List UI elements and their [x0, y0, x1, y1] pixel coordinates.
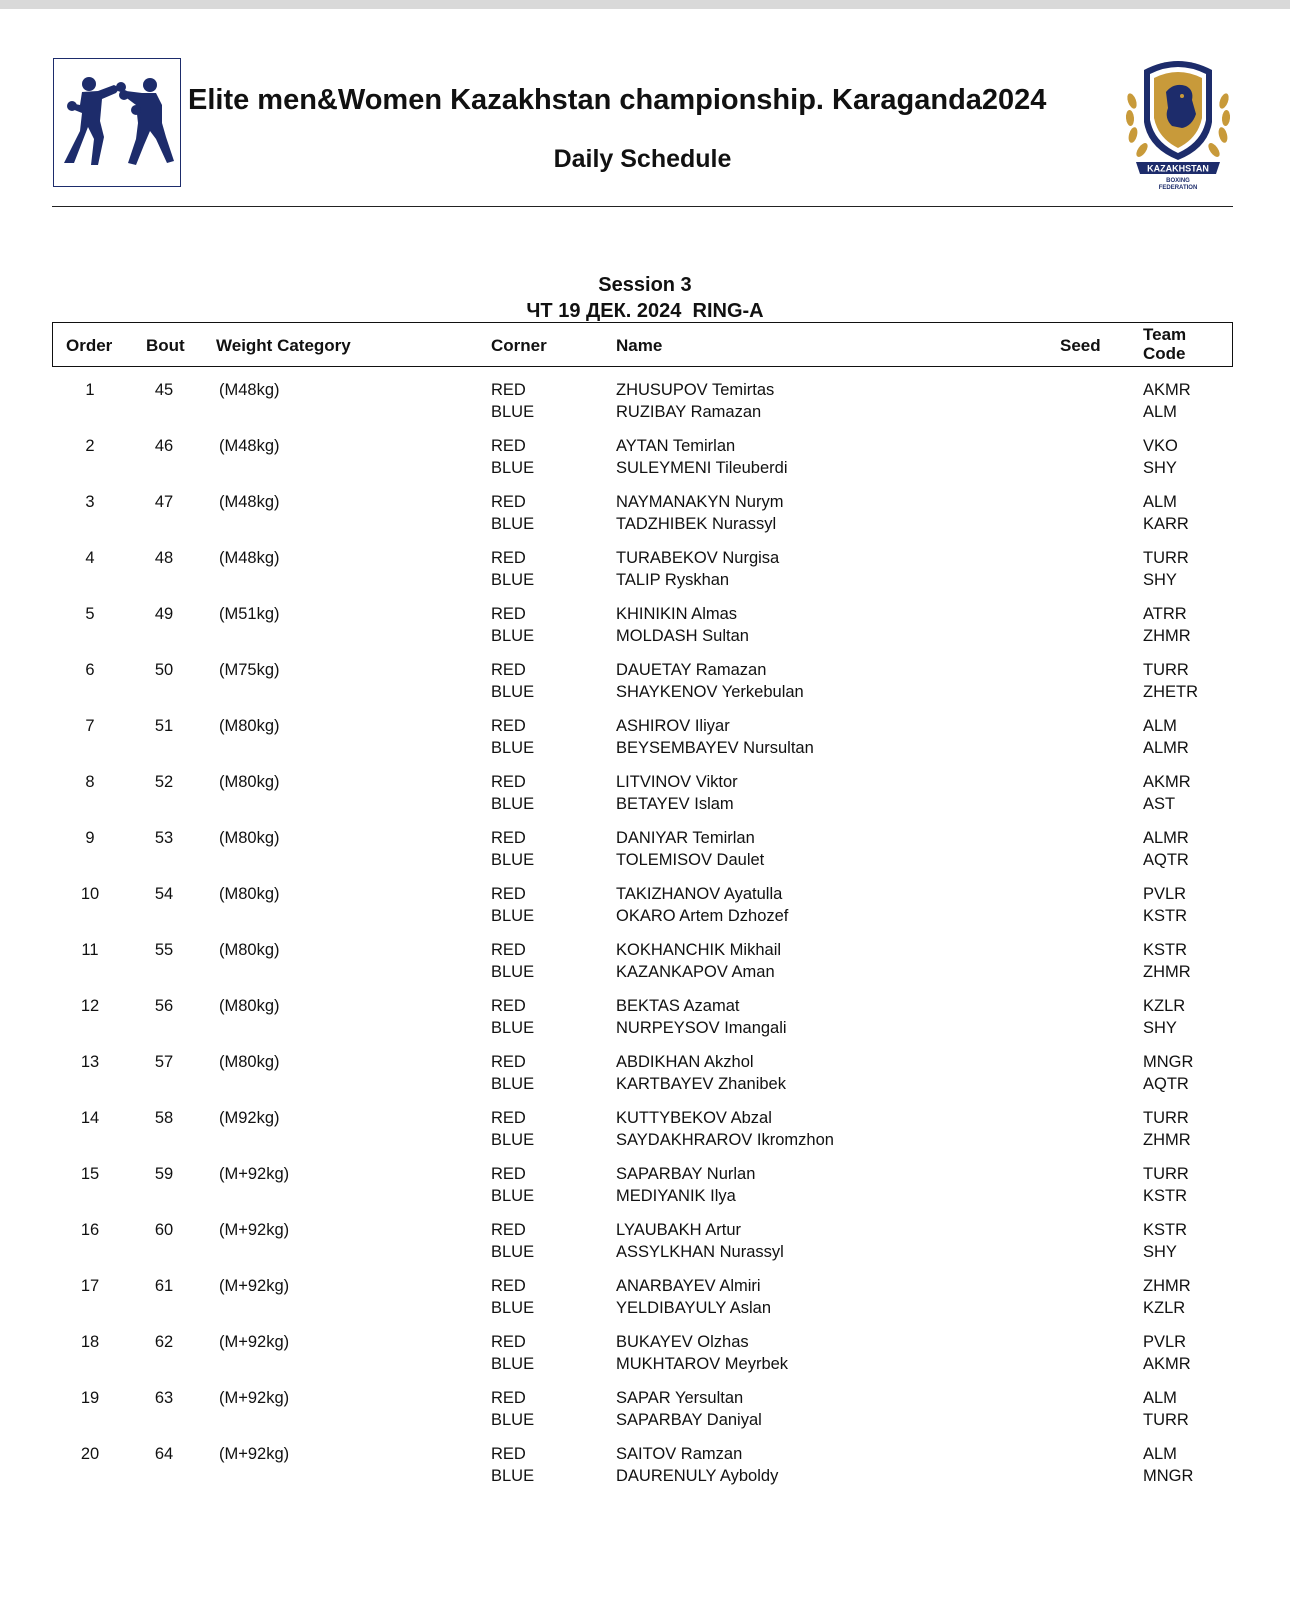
red-team-cell: MNGR — [1143, 1053, 1194, 1071]
blue-team-cell: SHY — [1143, 1019, 1177, 1037]
weight-category-cell: (M+92kg) — [219, 1333, 290, 1351]
red-corner-cell: RED — [491, 1053, 526, 1071]
weight-category-cell: (M80kg) — [219, 941, 280, 959]
red-corner-cell: RED — [491, 381, 526, 399]
order-cell: 12 — [80, 997, 100, 1015]
blue-team-cell: ZHETR — [1143, 683, 1198, 701]
red-corner-cell: RED — [491, 717, 526, 735]
red-team-cell: PVLR — [1143, 885, 1187, 903]
red-name-cell: ANARBAYEV Almiri — [616, 1277, 761, 1295]
weight-category-cell: (M+92kg) — [219, 1277, 290, 1295]
red-corner-cell: RED — [491, 661, 526, 679]
blue-corner-cell: BLUE — [491, 1411, 535, 1429]
red-name-cell: LYAUBAKH Artur — [616, 1221, 742, 1239]
bout-cell: 54 — [154, 885, 174, 903]
table-row — [0, 548, 1290, 604]
blue-team-cell: ZHMR — [1143, 627, 1191, 645]
red-name-cell: SAPARBAY Nurlan — [616, 1165, 756, 1183]
federation-logo-line3: FEDERATION — [1158, 185, 1198, 191]
weight-category-cell: (M+92kg) — [219, 1221, 290, 1239]
red-corner-cell: RED — [491, 1109, 526, 1127]
table-row — [0, 660, 1290, 716]
weight-category-cell: (M80kg) — [219, 773, 280, 791]
blue-name-cell: RUZIBAY Ramazan — [616, 403, 762, 421]
order-cell: 19 — [80, 1389, 100, 1407]
col-seed: Seed — [1060, 336, 1101, 355]
order-cell: 1 — [85, 381, 95, 399]
blue-corner-cell: BLUE — [491, 403, 535, 421]
blue-corner-cell: BLUE — [491, 459, 535, 477]
red-corner-cell: RED — [491, 1277, 526, 1295]
blue-team-cell: AQTR — [1143, 851, 1189, 869]
blue-team-cell: SHY — [1143, 571, 1177, 589]
blue-team-cell: KZLR — [1143, 1299, 1186, 1317]
order-cell: 15 — [80, 1165, 100, 1183]
table-row — [0, 1444, 1290, 1500]
blue-name-cell: YELDIBAYULY Aslan — [616, 1299, 772, 1317]
blue-name-cell: KARTBAYEV Zhanibek — [616, 1075, 786, 1093]
weight-category-cell: (M80kg) — [219, 997, 280, 1015]
blue-team-cell: MNGR — [1143, 1467, 1194, 1485]
red-name-cell: KUTTYBEKOV Abzal — [616, 1109, 772, 1127]
blue-corner-cell: BLUE — [491, 683, 535, 701]
bout-cell: 59 — [154, 1165, 174, 1183]
red-team-cell: KSTR — [1143, 1221, 1188, 1239]
blue-corner-cell: BLUE — [491, 963, 535, 981]
bout-cell: 60 — [154, 1221, 174, 1239]
table-row — [0, 828, 1290, 884]
col-corner: Corner — [491, 336, 547, 355]
red-corner-cell: RED — [491, 605, 526, 623]
red-corner-cell: RED — [491, 1221, 526, 1239]
blue-team-cell: ZHMR — [1143, 1131, 1191, 1149]
blue-name-cell: SAYDAKHRAROV Ikromzhon — [616, 1131, 834, 1149]
order-cell: 9 — [85, 829, 95, 847]
table-row — [0, 884, 1290, 940]
red-team-cell: ALM — [1143, 1389, 1177, 1407]
red-team-cell: ZHMR — [1143, 1277, 1191, 1295]
blue-name-cell: TALIP Ryskhan — [616, 571, 730, 589]
blue-team-cell: ALMR — [1143, 739, 1189, 757]
table-row — [0, 940, 1290, 996]
weight-category-cell: (M80kg) — [219, 717, 280, 735]
bout-cell: 52 — [154, 773, 174, 791]
top-bar — [0, 0, 1290, 9]
red-corner-cell: RED — [491, 437, 526, 455]
red-name-cell: LITVINOV Viktor — [616, 773, 738, 791]
blue-name-cell: KAZANKAPOV Aman — [616, 963, 775, 981]
red-team-cell: KZLR — [1143, 997, 1186, 1015]
red-team-cell: TURR — [1143, 661, 1189, 679]
table-row — [0, 1052, 1290, 1108]
order-cell: 14 — [80, 1109, 100, 1127]
weight-category-cell: (M48kg) — [219, 549, 280, 567]
blue-corner-cell: BLUE — [491, 1243, 535, 1261]
red-corner-cell: RED — [491, 1165, 526, 1183]
blue-corner-cell: BLUE — [491, 571, 535, 589]
blue-name-cell: MOLDASH Sultan — [616, 627, 749, 645]
blue-team-cell: AKMR — [1143, 1355, 1191, 1373]
red-corner-cell: RED — [491, 1333, 526, 1351]
federation-emblem-icon — [1122, 56, 1234, 192]
col-order: Order — [66, 336, 113, 355]
federation-logo-line2: BOXING — [1166, 178, 1190, 184]
blue-name-cell: DAURENULY Ayboldy — [616, 1467, 779, 1485]
blue-corner-cell: BLUE — [491, 1019, 535, 1037]
table-row — [0, 1220, 1290, 1276]
blue-name-cell: SAPARBAY Daniyal — [616, 1411, 762, 1429]
red-corner-cell: RED — [491, 493, 526, 511]
red-name-cell: KOKHANCHIK Mikhail — [616, 941, 782, 959]
weight-category-cell: (M80kg) — [219, 829, 280, 847]
blue-team-cell: AQTR — [1143, 1075, 1189, 1093]
order-cell: 16 — [80, 1221, 100, 1239]
weight-category-cell: (M51kg) — [219, 605, 280, 623]
red-corner-cell: RED — [491, 773, 526, 791]
blue-name-cell: BEYSEMBAYEV Nursultan — [616, 739, 814, 757]
red-team-cell: VKO — [1143, 437, 1178, 455]
bout-cell: 46 — [154, 437, 174, 455]
red-name-cell: TURABEKOV Nurgisa — [616, 549, 780, 567]
table-row — [0, 436, 1290, 492]
blue-team-cell: AST — [1143, 795, 1176, 813]
red-name-cell: DANIYAR Temirlan — [616, 829, 755, 847]
weight-category-cell: (M48kg) — [219, 381, 280, 399]
red-team-cell: TURR — [1143, 1109, 1189, 1127]
col-name: Name — [616, 336, 663, 355]
bout-cell: 55 — [154, 941, 174, 959]
blue-corner-cell: BLUE — [491, 739, 535, 757]
document-subtitle: Daily Schedule — [553, 145, 732, 173]
order-cell: 13 — [80, 1053, 100, 1071]
red-team-cell: TURR — [1143, 1165, 1189, 1183]
col-team-line1: Team — [1143, 325, 1187, 344]
table-row — [0, 1108, 1290, 1164]
red-corner-cell: RED — [491, 829, 526, 847]
red-team-cell: PVLR — [1143, 1333, 1187, 1351]
red-team-cell: ATRR — [1143, 605, 1187, 623]
order-cell: 4 — [85, 549, 95, 567]
red-name-cell: ABDIKHAN Akzhol — [616, 1053, 754, 1071]
bout-cell: 48 — [154, 549, 174, 567]
weight-category-cell: (M+92kg) — [219, 1445, 290, 1463]
bout-cell: 51 — [154, 717, 174, 735]
red-name-cell: ZHUSUPOV Temirtas — [616, 381, 775, 399]
blue-corner-cell: BLUE — [491, 851, 535, 869]
bout-cell: 61 — [154, 1277, 174, 1295]
red-corner-cell: RED — [491, 997, 526, 1015]
weight-category-cell: (M75kg) — [219, 661, 280, 679]
col-bout: Bout — [146, 336, 185, 355]
blue-team-cell: TURR — [1143, 1411, 1189, 1429]
blue-name-cell: ASSYLKHAN Nurassyl — [616, 1243, 784, 1261]
bout-cell: 58 — [154, 1109, 174, 1127]
weight-category-cell: (M48kg) — [219, 437, 280, 455]
blue-corner-cell: BLUE — [491, 907, 535, 925]
table-row — [0, 716, 1290, 772]
document-title: Elite men&Women Kazakhstan championship. Karaganda2024 — [188, 84, 1047, 116]
blue-team-cell: ZHMR — [1143, 963, 1191, 981]
table-row — [0, 492, 1290, 548]
bout-cell: 47 — [154, 493, 174, 511]
weight-category-cell: (M+92kg) — [219, 1165, 290, 1183]
blue-name-cell: MUKHTAROV Meyrbek — [616, 1355, 789, 1373]
red-name-cell: AYTAN Temirlan — [616, 437, 736, 455]
bout-cell: 45 — [154, 381, 174, 399]
red-team-cell: ALM — [1143, 493, 1177, 511]
red-team-cell: ALMR — [1143, 829, 1189, 847]
federation-logo — [1122, 56, 1234, 192]
weight-category-cell: (M80kg) — [219, 885, 280, 903]
bout-cell: 57 — [154, 1053, 174, 1071]
order-cell: 20 — [80, 1445, 100, 1463]
red-name-cell: NAYMANAKYN Nurym — [616, 493, 784, 511]
bout-cell: 56 — [154, 997, 174, 1015]
table-row — [0, 380, 1290, 436]
red-corner-cell: RED — [491, 885, 526, 903]
col-team-code — [1143, 325, 1186, 363]
weight-category-cell: (M+92kg) — [219, 1389, 290, 1407]
red-name-cell: BUKAYEV Olzhas — [616, 1333, 749, 1351]
blue-name-cell: TOLEMISOV Daulet — [616, 851, 765, 869]
blue-corner-cell: BLUE — [491, 1355, 535, 1373]
weight-category-cell: (M80kg) — [219, 1053, 280, 1071]
table-header — [52, 322, 1233, 367]
red-name-cell: TAKIZHANOV Ayatulla — [616, 885, 783, 903]
session-date-ring: ЧТ 19 ДЕК. 2024 RING-A — [526, 300, 764, 322]
red-name-cell: ASHIROV Iliyar — [616, 717, 730, 735]
table-row — [0, 604, 1290, 660]
blue-corner-cell: BLUE — [491, 1131, 535, 1149]
blue-name-cell: TADZHIBEK Nurassyl — [616, 515, 777, 533]
bout-cell: 64 — [154, 1445, 174, 1463]
red-name-cell: DAUETAY Ramazan — [616, 661, 767, 679]
blue-team-cell: KARR — [1143, 515, 1189, 533]
table-row — [0, 1388, 1290, 1444]
blue-corner-cell: BLUE — [491, 1467, 535, 1485]
red-team-cell: AKMR — [1143, 381, 1191, 399]
blue-name-cell: NURPEYSOV Imangali — [616, 1019, 787, 1037]
table-row — [0, 996, 1290, 1052]
order-cell: 11 — [81, 941, 99, 959]
bouts-table-body — [0, 380, 1290, 1500]
blue-corner-cell: BLUE — [491, 1075, 535, 1093]
red-corner-cell: RED — [491, 1445, 526, 1463]
weight-category-cell: (M48kg) — [219, 493, 280, 511]
order-cell: 3 — [85, 493, 95, 511]
boxers-logo — [53, 58, 181, 187]
blue-name-cell: SULEYMENI Tileuberdi — [616, 459, 788, 477]
order-cell: 8 — [85, 773, 95, 791]
session-title: Session 3 — [598, 274, 692, 296]
header-divider — [52, 206, 1233, 207]
bout-cell: 50 — [154, 661, 174, 679]
table-row — [0, 1332, 1290, 1388]
red-name-cell: KHINIKIN Almas — [616, 605, 738, 623]
blue-team-cell: KSTR — [1143, 1187, 1188, 1205]
table-row — [0, 772, 1290, 828]
order-cell: 6 — [85, 661, 95, 679]
blue-corner-cell: BLUE — [491, 795, 535, 813]
blue-team-cell: SHY — [1143, 459, 1177, 477]
boxers-icon — [58, 75, 176, 171]
red-corner-cell: RED — [491, 941, 526, 959]
blue-team-cell: KSTR — [1143, 907, 1188, 925]
bout-cell: 63 — [154, 1389, 174, 1407]
table-row — [0, 1276, 1290, 1332]
blue-corner-cell: BLUE — [491, 627, 535, 645]
order-cell: 10 — [80, 885, 100, 903]
blue-name-cell: BETAYEV Islam — [616, 795, 734, 813]
order-cell: 2 — [85, 437, 95, 455]
bout-cell: 49 — [154, 605, 174, 623]
red-team-cell: ALM — [1143, 1445, 1177, 1463]
bout-cell: 53 — [154, 829, 174, 847]
col-team-line2: Code — [1143, 344, 1186, 363]
red-name-cell: BEKTAS Azamat — [616, 997, 740, 1015]
blue-team-cell: ALM — [1143, 403, 1177, 421]
order-cell: 17 — [80, 1277, 100, 1295]
red-name-cell: SAPAR Yersultan — [616, 1389, 744, 1407]
order-cell: 5 — [85, 605, 95, 623]
blue-corner-cell: BLUE — [491, 1299, 535, 1317]
col-weight-category: Weight Category — [216, 336, 351, 355]
order-cell: 18 — [80, 1333, 100, 1351]
table-row — [0, 1164, 1290, 1220]
blue-name-cell: OKARO Artem Dzhozef — [616, 907, 789, 925]
red-corner-cell: RED — [491, 1389, 526, 1407]
red-name-cell: SAITOV Ramzan — [616, 1445, 743, 1463]
blue-corner-cell: BLUE — [491, 515, 535, 533]
blue-name-cell: MEDIYANIK Ilya — [616, 1187, 736, 1205]
bout-cell: 62 — [154, 1333, 174, 1351]
red-corner-cell: RED — [491, 549, 526, 567]
red-team-cell: AKMR — [1143, 773, 1191, 791]
red-team-cell: ALM — [1143, 717, 1177, 735]
weight-category-cell: (M92kg) — [219, 1109, 280, 1127]
federation-logo-name: KAZAKHSTAN — [1147, 163, 1209, 174]
blue-name-cell: SHAYKENOV Yerkebulan — [616, 683, 804, 701]
order-cell: 7 — [85, 717, 95, 735]
red-team-cell: KSTR — [1143, 941, 1188, 959]
blue-corner-cell: BLUE — [491, 1187, 535, 1205]
blue-team-cell: SHY — [1143, 1243, 1177, 1261]
session-heading — [0, 272, 1290, 324]
red-team-cell: TURR — [1143, 549, 1189, 567]
